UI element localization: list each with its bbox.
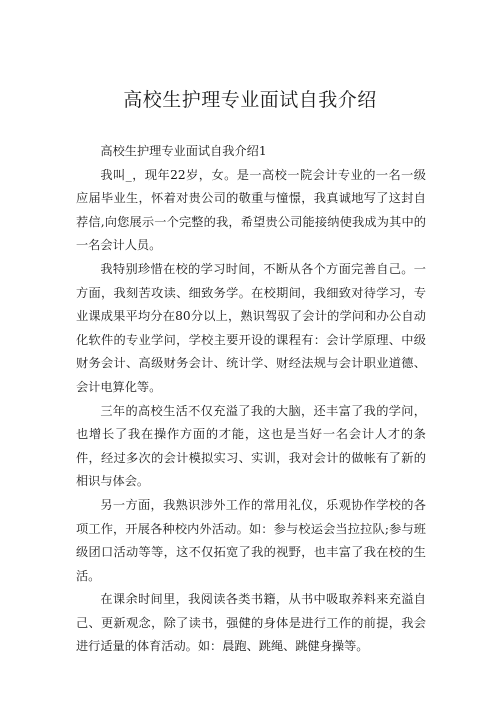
document-body <box>76 140 426 659</box>
section-heading: 高校生护理专业面试自我介绍1 <box>100 144 267 158</box>
paragraph-college-life: 三年的高校生活不仅充溢了我的大脑，还丰富了我的学问，也增长了我在操作方面的才能，这也是当好一名会计人才的条件，经过多次的会计模拟实习、实训，我对会计的做帐有了新的相识与体会。 <box>76 403 426 489</box>
paragraph-study: 我特别珍惜在校的学习时间，不断从各个方面完善自己。一方面，我刻苦攻读、细致务学。在校期间，我细致对待学习，专业课成果平均分在80分以上，熟识驾驭了会计的学问和办公自动化软件的专业学问，学校主要开设的课程有：会计学原理、中级财务会计、高级财务会计、统计学、财经法规与会计职业道德、会计电算化等。 <box>76 261 426 394</box>
paragraph-intro: 我叫_，现年22岁，女。是一高校一院会计专业的一名一级应届毕业生，怀着对贵公司的敬重与憧憬，我真诚地写了这封自荐信,向您展示一个完整的我，希望贵公司能接纳使我成为其中的一名会计人员。 <box>76 167 426 253</box>
paragraph-activities: 另一方面，我熟识涉外工作的常用礼仪，乐观协作学校的各项工作，开展各种校内外活动。如：参与校运会当拉拉队;参与班级团口活动等等，这不仅拓宽了我的视野，也丰富了我在校的生活。 <box>76 497 426 583</box>
document-title: 高校生护理专业面试自我介绍 <box>123 88 377 111</box>
paragraph-spare-time: 在课余时间里，我阅读各类书籍，从书中吸取养料来充溢自己、更新观念，除了读书，强健的身体是进行工作的前提，我会进行适量的体育活动。如：晨跑、跳绳、跳健身操等。 <box>76 592 426 654</box>
